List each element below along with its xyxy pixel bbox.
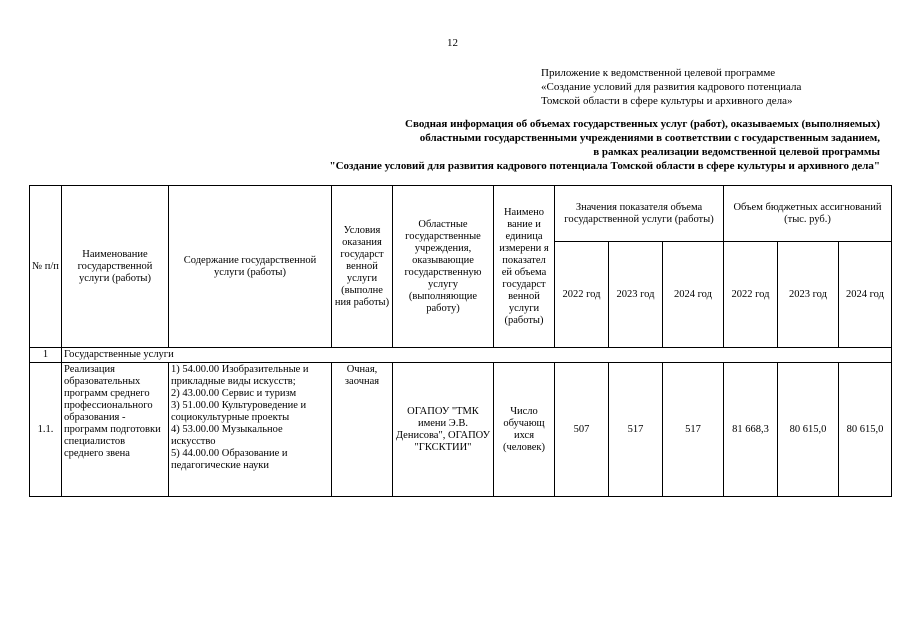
section-num: 1 — [30, 348, 62, 363]
header-vol-2023: 2023 год — [609, 242, 663, 348]
header-vol-2024: 2024 год — [663, 242, 724, 348]
section-label: Государственные услуги — [62, 348, 892, 363]
content-item: 5) 44.00.00 Образование и педагогические науки — [171, 448, 288, 471]
appendix-line-2: «Создание условий для развития кадрового потенциала — [541, 81, 802, 93]
table-row — [30, 363, 892, 497]
title-line-4: "Создание условий для развития кадрового потенциала Томской области в сфере культуры и архивного дела" — [329, 160, 880, 172]
title-line-2: областными государственными учреждениями в соответствии с государственным заданием, — [419, 132, 880, 144]
service-indicator: Число обучающ ихся (человек) — [494, 363, 555, 497]
header-conditions: Условия оказания государст венной услуги (выполне ния работы) — [332, 186, 393, 348]
header-num: № п/п — [30, 186, 62, 348]
row-num: 1.1. — [30, 363, 62, 497]
header-bud-2023: 2023 год — [778, 242, 839, 348]
header-budget-group: Объем бюджетных ассигнований (тыс. руб.) — [724, 186, 892, 242]
header-row-1 — [30, 186, 892, 242]
page-number: 12 — [447, 37, 458, 49]
header-bud-2024: 2024 год — [839, 242, 892, 348]
content-item: 3) 51.00.00 Культуроведение и социокультурные проекты — [171, 400, 307, 423]
header-name: Наименование государственной услуги (работы) — [62, 186, 169, 348]
header-vol-2022: 2022 год — [555, 242, 609, 348]
budget-2024: 80 615,0 — [839, 363, 892, 497]
header-indicator: Наимено вание и единица измерени я показател ей объема государст венной услуги (работы) — [494, 186, 555, 348]
appendix-line-3: Томской области в сфере культуры и архивного дела» — [541, 95, 793, 107]
content-item: 1) 54.00.00 Изобразительные и прикладные виды искусств; — [171, 364, 309, 387]
header-volume-group: Значения показателя объема государственной услуги (работы) — [555, 186, 724, 242]
volume-2023: 517 — [609, 363, 663, 497]
title-line-3: в рамках реализации ведомственной целевой программы — [593, 146, 880, 158]
service-name: Реализация образовательных программ среднего профессионального образования - программ подготовки специалистов среднего звена — [62, 363, 169, 497]
header-institutions: Областные государственные учреждения, оказывающие государственную услугу (выполняющие работу) — [393, 186, 494, 348]
header-bud-2022: 2022 год — [724, 242, 778, 348]
budget-2022: 81 668,3 — [724, 363, 778, 497]
volume-2024: 517 — [663, 363, 724, 497]
content-item: 4) 53.00.00 Музыкальное искусство — [171, 424, 283, 447]
service-institutions: ОГАПОУ "ТМК имени Э.В. Денисова", ОГАПОУ "ГКСКТИИ" — [393, 363, 494, 497]
services-table — [29, 185, 892, 497]
service-conditions: Очная, заочная — [332, 363, 393, 497]
title-line-1: Сводная информация об объемах государственных услуг (работ), оказываемых (выполняемых) — [405, 118, 880, 130]
document-title — [200, 117, 880, 173]
appendix-line-1: Приложение к ведомственной целевой программе — [541, 67, 776, 79]
budget-2023: 80 615,0 — [778, 363, 839, 497]
volume-2022: 507 — [555, 363, 609, 497]
appendix-note — [541, 66, 881, 108]
service-content — [169, 363, 332, 497]
section-row — [30, 348, 892, 363]
content-item: 2) 43.00.00 Сервис и туризм — [171, 388, 297, 399]
header-content: Содержание государственной услуги (работы) — [169, 186, 332, 348]
